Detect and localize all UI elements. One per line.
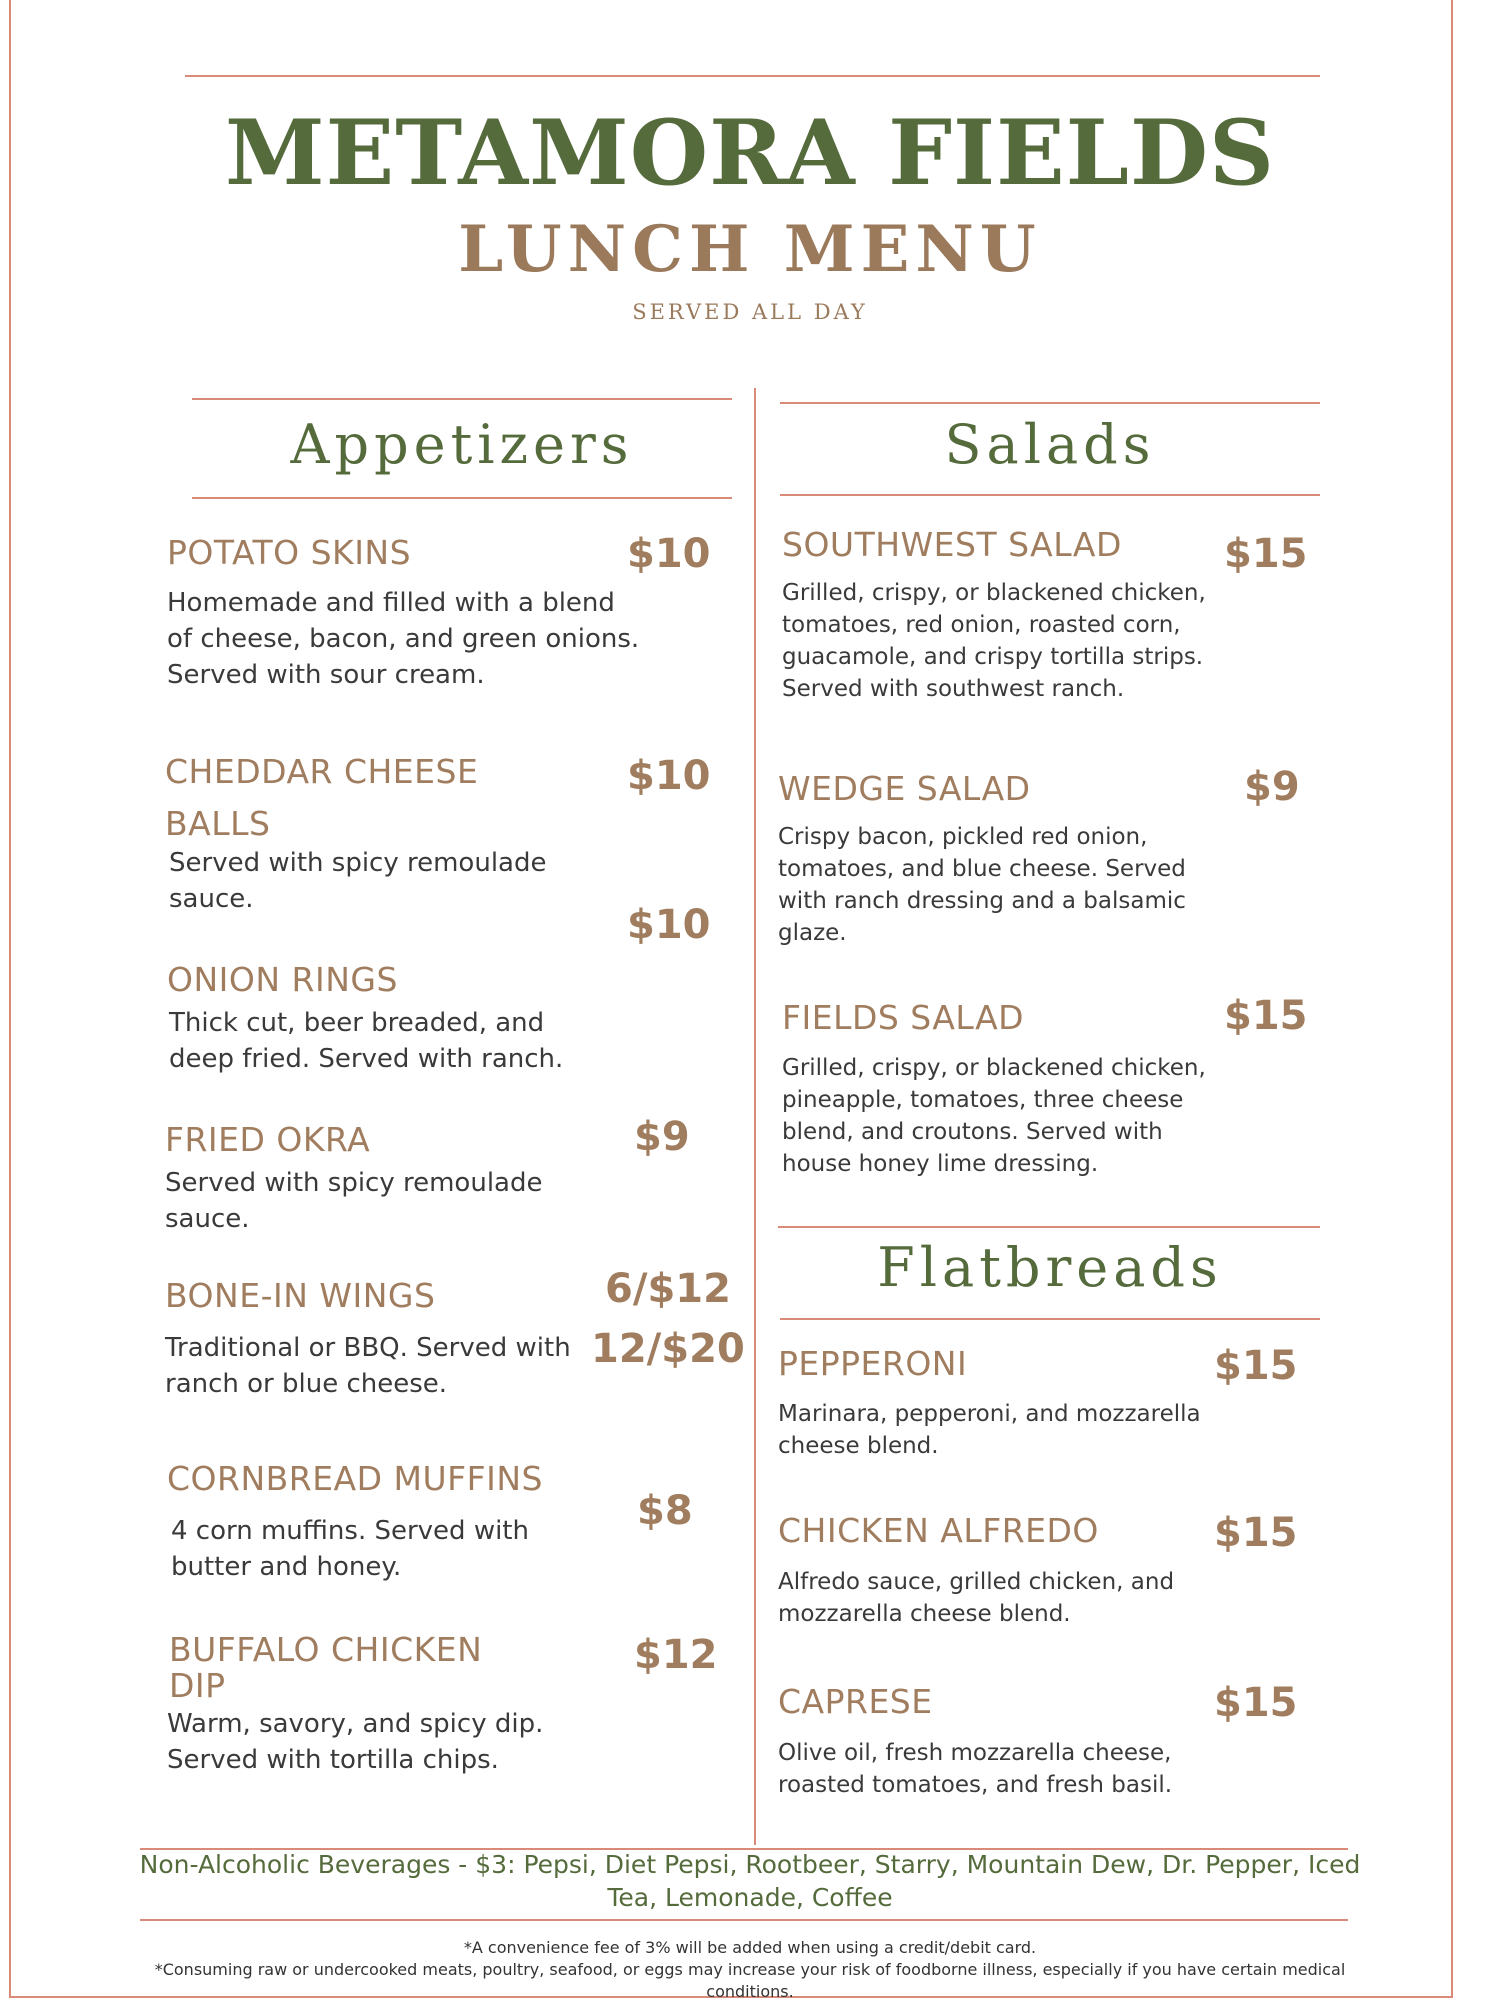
item-price: $10 — [627, 902, 711, 948]
item-description: Alfredo sauce, grilled chicken, and mozzarella cheese blend. — [778, 1569, 1175, 1627]
item-description: Served with spicy remoulade sauce. — [169, 848, 547, 914]
item-description: Marinara, pepperoni, and mozzarella cheese blend. — [778, 1401, 1201, 1459]
item-description: Traditional or BBQ. Served with ranch or blue cheese. — [165, 1333, 571, 1399]
item-price: $15 — [1224, 531, 1308, 577]
item-description: Crispy bacon, pickled red onion, tomatoes, and blue cheese. Served with ranch dressing and a balsamic glaze. — [778, 824, 1186, 946]
item-price: $9 — [1244, 764, 1300, 810]
item-description: Grilled, crispy, or blackened chicken, tomatoes, red onion, roasted corn, guacamole, and crispy tortilla strips. Served with southwest ranch. — [782, 580, 1206, 702]
item-name: BUFFALO CHICKEN DIP — [169, 1630, 483, 1705]
item-description: Warm, savory, and spicy dip. Served with tortilla chips. — [167, 1709, 544, 1775]
served-all-day-note: SERVED ALL DAY — [632, 300, 868, 324]
item-price: $15 — [1214, 1510, 1298, 1556]
item-price-large-order: 12/$20 — [591, 1326, 745, 1372]
appetizers-heading: Appetizers — [290, 413, 634, 476]
flatbreads-heading: Flatbreads — [877, 1236, 1223, 1299]
item-name: CHEDDAR CHEESE BALLS — [165, 752, 479, 843]
item-name: POTATO SKINS — [167, 533, 412, 572]
item-price: $8 — [637, 1488, 693, 1534]
salads-heading: Salads — [944, 413, 1156, 476]
item-name: FRIED OKRA — [165, 1120, 371, 1159]
food-safety-note: *Consuming raw or undercooked meats, poultry, seafood, or eggs may increase your risk of foodborne illness, especially if you have certain medical conditions. — [154, 1960, 1346, 2001]
item-price-small-order: 6/$12 — [605, 1266, 731, 1312]
salads-bottom-rule — [780, 494, 1320, 496]
item-price: $12 — [634, 1632, 718, 1678]
item-name: ONION RINGS — [167, 960, 398, 999]
beverages-bottom-rule — [140, 1919, 1348, 1921]
item-description: 4 corn muffins. Served with butter and honey. — [171, 1516, 529, 1582]
item-name: BONE-IN WINGS — [165, 1276, 436, 1315]
item-description: Grilled, crispy, or blackened chicken, pineapple, tomatoes, three cheese blend, and croutons. Served with house honey lime dressing. — [782, 1055, 1206, 1177]
item-price: $9 — [634, 1114, 690, 1160]
salads-top-rule — [780, 402, 1320, 404]
flatbreads-bottom-rule — [780, 1318, 1320, 1320]
item-name: CAPRESE — [778, 1682, 933, 1721]
menu-title: LUNCH MENU — [458, 212, 1042, 287]
top-divider — [185, 75, 1320, 77]
appetizers-top-rule — [192, 398, 732, 400]
item-description: Homemade and filled with a blend of cheese, bacon, and green onions. Served with sour cream. — [167, 588, 640, 690]
item-name: WEDGE SALAD — [778, 769, 1031, 808]
item-name: PEPPERONI — [778, 1344, 968, 1383]
item-price: $10 — [627, 531, 711, 577]
item-name: SOUTHWEST SALAD — [782, 525, 1122, 564]
beverages-line: Non-Alcoholic Beverages - $3: Pepsi, Diet Pepsi, Rootbeer, Starry, Mountain Dew, Dr. Pepper, Iced Tea, Lemonade, Coffee — [139, 1850, 1361, 1912]
item-price: $10 — [627, 753, 711, 799]
item-price: $15 — [1214, 1680, 1298, 1726]
item-name: FIELDS SALAD — [782, 998, 1025, 1037]
flatbreads-top-rule — [778, 1226, 1320, 1228]
restaurant-name: METAMORA FIELDS — [225, 100, 1275, 206]
column-divider — [754, 388, 756, 1845]
item-name: CHICKEN ALFREDO — [778, 1511, 1099, 1550]
item-price: $15 — [1224, 993, 1308, 1039]
card-fee-note: *A convenience fee of 3% will be added when using a credit/debit card. — [463, 1938, 1037, 1957]
item-description: Thick cut, beer breaded, and deep fried. Served with ranch. — [169, 1008, 564, 1074]
item-name: CORNBREAD MUFFINS — [167, 1459, 543, 1498]
item-description: Olive oil, fresh mozzarella cheese, roasted tomatoes, and fresh basil. — [778, 1740, 1173, 1798]
item-price: $15 — [1214, 1343, 1298, 1389]
appetizers-bottom-rule — [192, 497, 732, 499]
item-description: Served with spicy remoulade sauce. — [165, 1168, 543, 1234]
